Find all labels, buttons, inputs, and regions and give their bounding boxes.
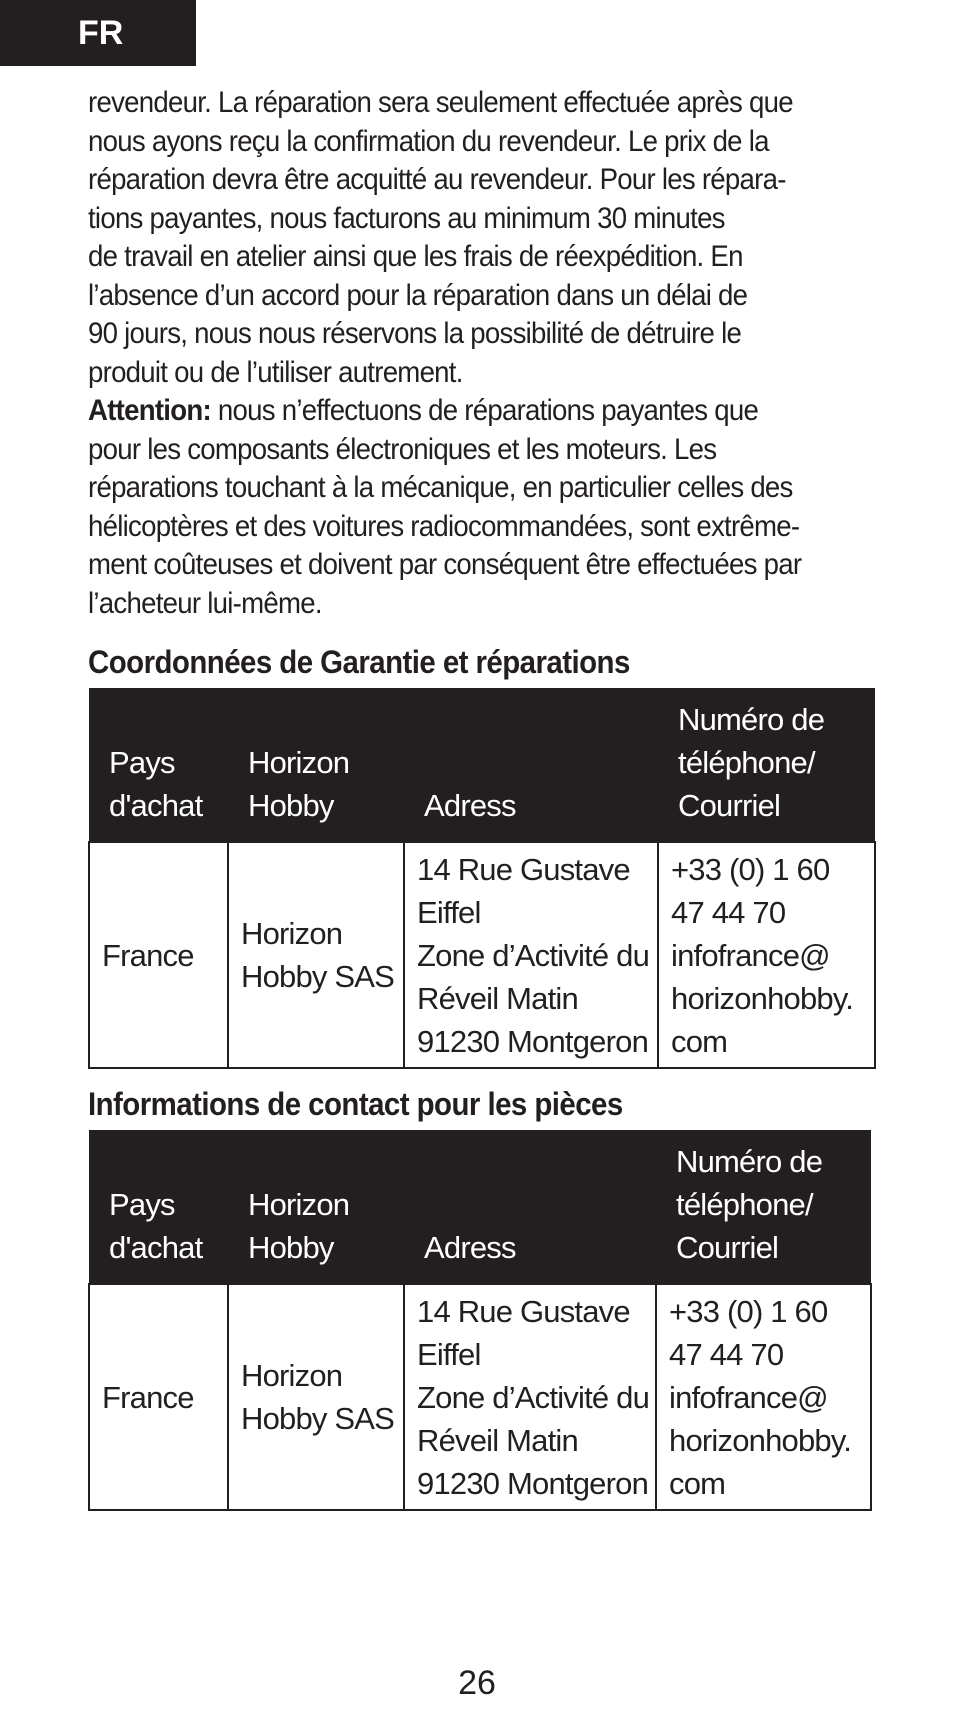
section-title-parts: Informations de contact pour les pièces	[88, 1086, 623, 1122]
header-phone-email: Numéro de téléphone/ Courriel	[656, 1130, 871, 1284]
body-line: produit ou de l’utiliser autrement.	[88, 355, 463, 389]
body-line: ment coûteuses et doivent par conséquent être effectuées par	[88, 548, 802, 581]
body-line: 90 jours, nous nous réservons la possibilité de détruire le	[88, 317, 742, 350]
warranty-contact-table	[88, 688, 876, 1069]
section-title-warranty: Coordonnées de Garantie et réparations	[88, 644, 630, 680]
header-horizon-hobby: Horizon Hobby	[228, 688, 404, 842]
cell-address: 14 Rue Gustave Eiffel Zone d’Activité du Réveil Matin 91230 Montgeron	[404, 1284, 656, 1510]
parts-contact-table	[88, 1130, 872, 1511]
body-line: tions payantes, nous facturons au minimum 30 minutes	[88, 201, 725, 235]
body-line: de travail en atelier ainsi que les frais de réexpédition. En	[88, 240, 743, 273]
cell-phone-email: +33 (0) 1 60 47 44 70 infofrance@ horizonhobby. com	[658, 842, 875, 1068]
body-line: l’absence d’un accord pour la réparation dans un délai de	[88, 278, 748, 312]
header-address: Adress	[404, 1130, 656, 1284]
cell-country: France	[89, 1284, 228, 1510]
page-number: 26	[458, 1664, 496, 1702]
header-country: Pays d'achat	[89, 688, 228, 842]
attention-paragraph	[88, 392, 815, 431]
cell-country: France	[89, 842, 228, 1068]
body-line: nous ayons reçu la confirmation du revendeur. Le prix de la	[88, 124, 769, 158]
attention-first-line: nous n’effectuons de réparations payantes que	[210, 394, 759, 427]
cell-company: Horizon Hobby SAS	[228, 1284, 404, 1510]
body-line: l’acheteur lui-même.	[88, 586, 322, 620]
cell-company: Horizon Hobby SAS	[228, 842, 404, 1068]
body-line: hélicoptères et des voitures radiocommandées, sont extrême-	[88, 509, 800, 543]
body-line: réparation devra être acquitté au revendeur. Pour les répara-	[88, 163, 786, 196]
attention-label: Attention:	[88, 394, 211, 427]
header-address: Adress	[404, 688, 658, 842]
body-line: pour les composants électroniques et les moteurs. Les	[88, 432, 717, 466]
header-horizon-hobby: Horizon Hobby	[228, 1130, 404, 1284]
header-country: Pays d'achat	[89, 1130, 228, 1284]
language-tab: FR	[0, 0, 196, 66]
cell-address: 14 Rue Gustave Eiffel Zone d’Activité du Réveil Matin 91230 Montgeron	[404, 842, 658, 1068]
body-text	[88, 84, 815, 623]
body-line: réparations touchant à la mécanique, en particulier celles des	[88, 471, 793, 504]
table-header-row	[89, 688, 875, 842]
table-header-row	[89, 1130, 871, 1284]
cell-phone-email: +33 (0) 1 60 47 44 70 infofrance@ horizonhobby. com	[656, 1284, 871, 1510]
header-phone-email: Numéro de téléphone/ Courriel	[658, 688, 875, 842]
table-row	[89, 842, 875, 1068]
table-row	[89, 1284, 871, 1510]
body-line: revendeur. La réparation sera seulement effectuée après que	[88, 86, 793, 119]
